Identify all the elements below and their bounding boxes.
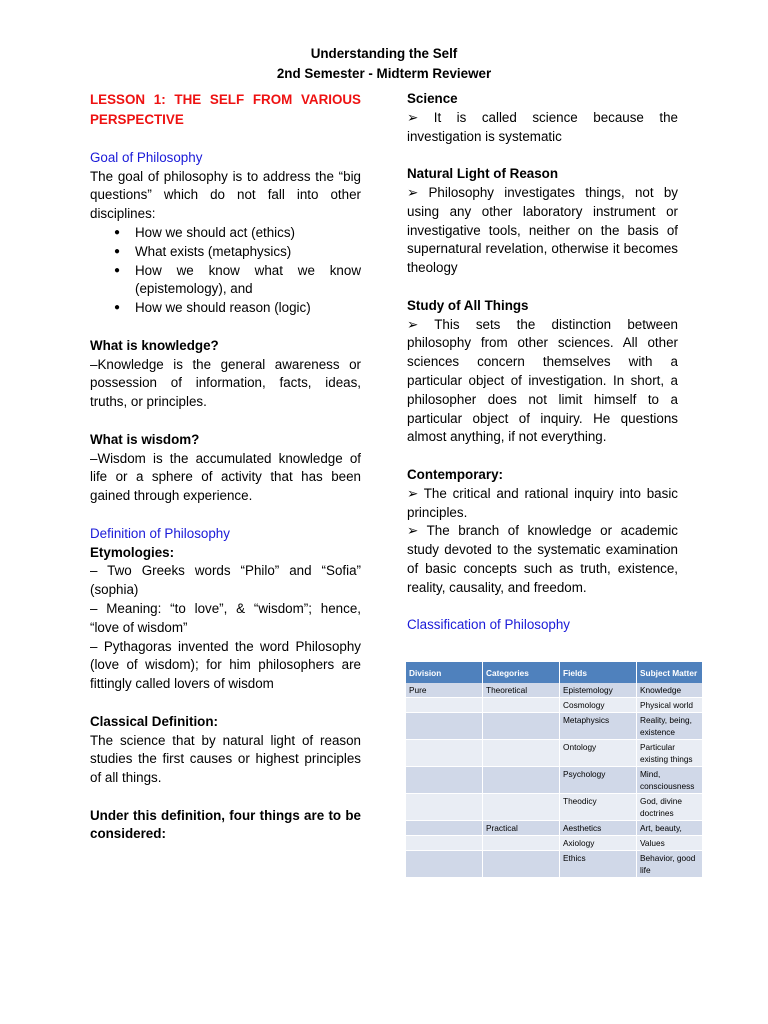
table-cell — [406, 794, 483, 821]
table-cell: God, divine doctrines — [637, 794, 703, 821]
table-cell: Cosmology — [560, 698, 637, 713]
list-item: ● How we should reason (logic) — [90, 299, 361, 318]
table-cell: Physical world — [637, 698, 703, 713]
table-cell: Ethics — [560, 851, 637, 878]
table-cell — [483, 767, 560, 794]
knowledge-text: –Knowledge is the general awareness or possession of information, facts, ideas, truths, or principles. — [90, 356, 361, 410]
table-cell: Metaphysics — [560, 713, 637, 740]
table-header-cell: Division — [406, 662, 483, 683]
left-column — [90, 90, 361, 844]
knowledge-heading: What is knowledge? — [90, 337, 219, 353]
goal-heading: Goal of Philosophy — [90, 149, 203, 165]
table-cell: Pure — [406, 683, 483, 698]
table-cell: Values — [637, 836, 703, 851]
under-definition-text: Under this definition, four things are to be considered: — [90, 807, 361, 842]
table-row — [406, 698, 703, 713]
table-cell — [406, 713, 483, 740]
table-cell — [483, 698, 560, 713]
classical-text: The science that by natural light of reason studies the first causes or highest principles of all things. — [90, 732, 361, 786]
table-cell — [483, 713, 560, 740]
table-row — [406, 740, 703, 767]
study-heading: Study of All Things — [407, 297, 529, 313]
table-row — [406, 794, 703, 821]
classical-heading: Classical Definition: — [90, 713, 218, 729]
table-header-cell: Categories — [483, 662, 560, 683]
table-cell — [406, 851, 483, 878]
table-row — [406, 767, 703, 794]
table-cell — [483, 794, 560, 821]
wisdom-text: –Wisdom is the accumulated knowledge of life or a sphere of activity that has been gained through experience. — [90, 450, 361, 504]
list-item: ● How we know what we know (epistemology), and — [90, 262, 361, 300]
table-cell — [406, 698, 483, 713]
etymology-item: – Two Greeks words “Philo” and “Sofia” (sophia) — [90, 563, 361, 598]
table-cell: Ontology — [560, 740, 637, 767]
study-text: ➢ This sets the distinction between philosophy from other sciences. All other sciences concern themselves with a particular object of investigation. In short, a philosopher does not limit himself to a particular object of inquiry. He questions almost anything, if not everything. — [407, 316, 678, 445]
document-header — [0, 44, 768, 84]
classification-table — [406, 662, 703, 878]
table-cell — [406, 836, 483, 851]
list-item: ● What exists (metaphysics) — [90, 243, 361, 262]
table-cell: Aesthetics — [560, 821, 637, 836]
table-row — [406, 821, 703, 836]
table-cell — [483, 851, 560, 878]
table-cell: Axiology — [560, 836, 637, 851]
etymology-item: – Meaning: “to love”, & “wisdom”; hence, “love of wisdom” — [90, 600, 361, 635]
table-row — [406, 713, 703, 740]
table-cell: Theodicy — [560, 794, 637, 821]
science-text: ➢ It is called science because the investigation is systematic — [407, 109, 678, 144]
document-subtitle: 2nd Semester - Midterm Reviewer — [276, 66, 492, 81]
table-cell — [406, 821, 483, 836]
table-cell: Reality, being, existence — [637, 713, 703, 740]
table-header-cell: Subject Matter — [637, 662, 703, 683]
table-row — [406, 683, 703, 698]
contemporary-item: ➢ The branch of knowledge or academic study devoted to the systematic examination of basic concepts such as truth, existence, reality, causality, and freedom. — [407, 523, 678, 595]
natural-light-text: ➢ Philosophy investigates things, not by using any other laboratory instrument or investigative tools, neither on the basis of supernatural revelation, otherwise it becomes theology — [407, 184, 678, 276]
table-cell — [406, 740, 483, 767]
contemporary-heading: Contemporary: — [407, 466, 503, 482]
table-cell: Psychology — [560, 767, 637, 794]
etymologies-heading: Etymologies: — [90, 544, 175, 560]
table-cell: Art, beauty, — [637, 821, 703, 836]
table-cell: Mind, consciousness — [637, 767, 703, 794]
table-cell: Practical — [483, 821, 560, 836]
table-cell: Epistemology — [560, 683, 637, 698]
table-cell — [406, 767, 483, 794]
lesson-title: LESSON 1: THE SELF FROM VARIOUS PERSPECTIVE — [90, 92, 361, 127]
list-item: ● How we should act (ethics) — [90, 224, 361, 243]
table-row — [406, 836, 703, 851]
goal-bullet-list — [90, 224, 361, 318]
wisdom-heading: What is wisdom? — [90, 431, 200, 447]
right-column — [407, 90, 678, 635]
document-title: Understanding the Self — [310, 46, 458, 61]
contemporary-item: ➢ The critical and rational inquiry into basic principles. — [407, 485, 678, 520]
etymology-item: – Pythagoras invented the word Philosophy (love of wisdom); for him philosophers are fittingly called lovers of wisdom — [90, 638, 361, 692]
table-cell: Theoretical — [483, 683, 560, 698]
definition-heading: Definition of Philosophy — [90, 525, 230, 541]
table-header-row — [406, 662, 703, 683]
goal-text: The goal of philosophy is to address the “big questions” which do not fall into other disciplines: — [90, 168, 361, 222]
table-row — [406, 851, 703, 878]
table-cell — [483, 836, 560, 851]
natural-light-heading: Natural Light of Reason — [407, 166, 559, 182]
table-cell — [483, 740, 560, 767]
science-heading: Science — [407, 91, 458, 106]
classification-heading: Classification of Philosophy — [407, 617, 571, 633]
table-body — [406, 683, 703, 878]
table-cell: Behavior, good life — [637, 851, 703, 878]
table-cell: Particular existing things — [637, 740, 703, 767]
table-header-cell: Fields — [560, 662, 637, 683]
table-cell: Knowledge — [637, 683, 703, 698]
